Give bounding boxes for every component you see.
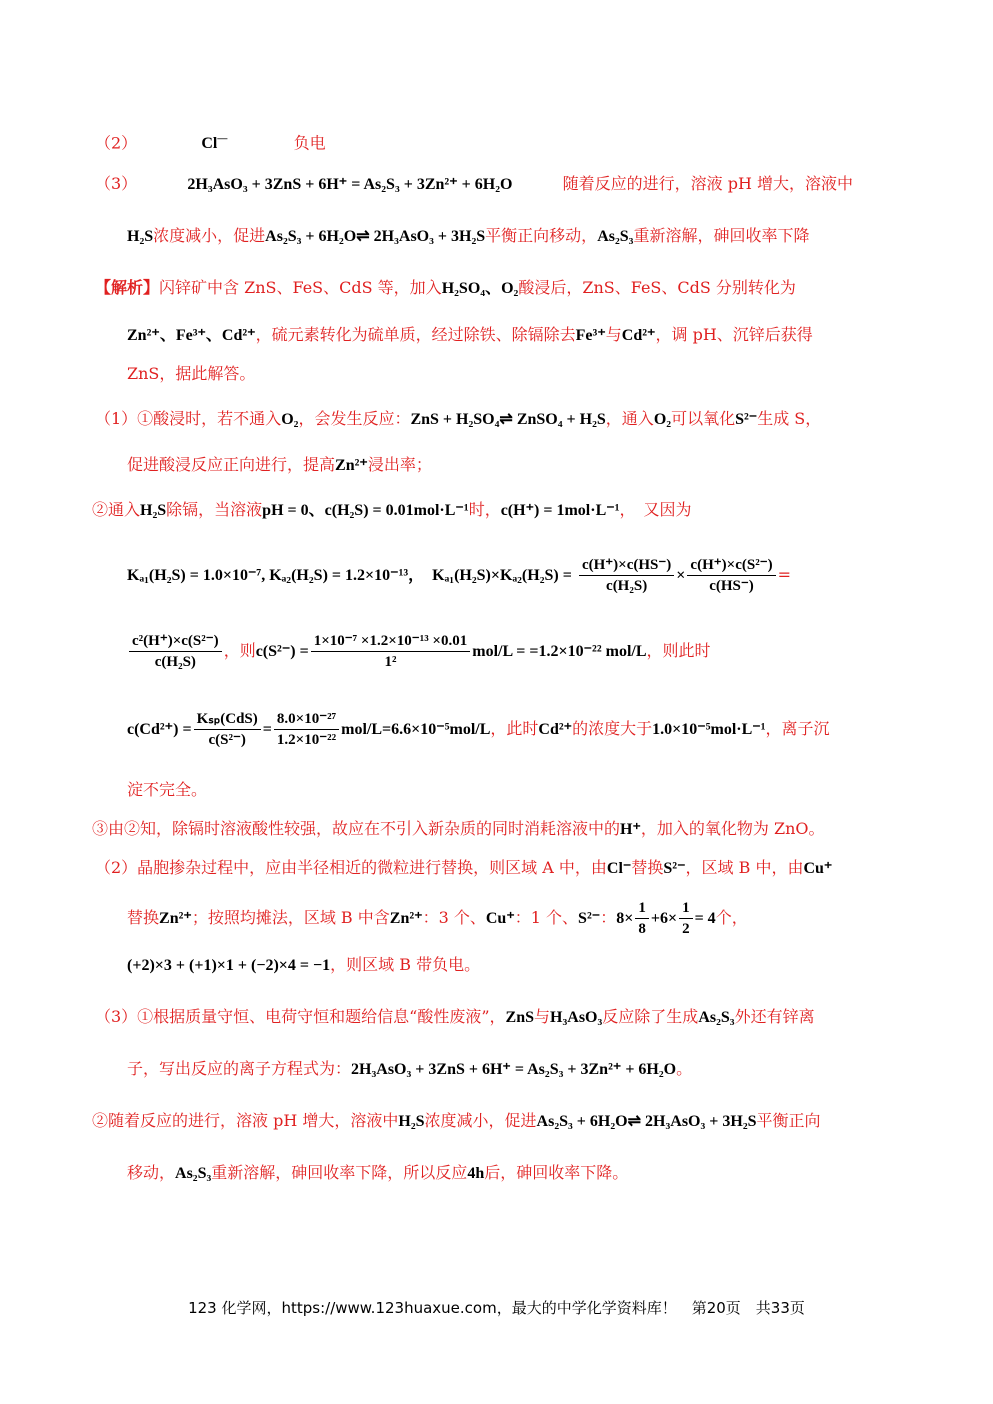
- q1-line2: [127, 453, 432, 478]
- q1-equation: ZnS + H₂SO₄⇌ ZnSO₄ + H₂S: [410, 411, 606, 428]
- q3-text3b: 浓度减小，促进: [424, 1111, 537, 1130]
- q3-line3: [92, 1109, 821, 1134]
- answer-3-number: （3）: [95, 174, 138, 193]
- answer-2-number: （2）: [95, 133, 138, 153]
- q3-equation: 2H₃AsO₃ + 3ZnS + 6H⁺ = As₂S₃ + 3Zn²⁺ + 6H₂O: [351, 1061, 677, 1078]
- q3-line1: [95, 1005, 815, 1030]
- q1-text3c: 时，: [468, 500, 501, 519]
- q1-ccd-result: mol/L=6.6×10⁻⁵mol/L: [341, 721, 491, 738]
- q1-line1: [95, 407, 821, 432]
- q1-text1b: ，会发生反应：: [298, 409, 411, 428]
- q1-text3a: ②通入: [92, 500, 141, 519]
- q1-ccd: c(Cd²⁺) =: [127, 721, 192, 738]
- q3-text3c: 平衡正向: [756, 1111, 821, 1130]
- q1-line3: [92, 498, 692, 523]
- q1-s2: S²⁻: [735, 411, 758, 428]
- answer-3-h2s: H₂S: [127, 228, 154, 245]
- q1-line7: [127, 778, 207, 802]
- q1-fraction-6: $\frac{\text{8.0×10⁻²⁷}}{\text{1.2×10⁻²²}}$: [274, 709, 339, 750]
- q1-o2b: O₂: [653, 411, 672, 428]
- q1-fraction-4: $\frac{\text{1×10⁻⁷ ×1.2×10⁻¹³ ×0.01}}{\text{1²}}$: [311, 631, 471, 672]
- q1-o2: O₂: [281, 411, 299, 428]
- answer-3-text2: 浓度减小，促进: [153, 226, 266, 245]
- answer-3-text4: 重新溶解，砷回收率下降: [633, 226, 810, 245]
- q3-as2s3: As₂S₃: [698, 1009, 735, 1026]
- q2-text1a: （2）晶胞掺杂过程中，应由半径相近的微粒进行替换，则区域 A 中，由: [95, 858, 607, 877]
- q3-text2a: 子，写出反应的离子方程式为：: [127, 1059, 352, 1078]
- q3-text1d: 外还有锌离: [734, 1007, 815, 1026]
- q3-text1c: 反应除了生成: [602, 1007, 699, 1026]
- page-footer: 123 化学网，https://www.123huaxue.com，最大的中学化学资料库！ 第20页 共33页: [188, 1299, 805, 1317]
- q2-cl: Cl⁻: [606, 860, 632, 877]
- q1-h-conc: c(H⁺) = 1mol·L⁻¹: [500, 502, 620, 519]
- q3-text4a: 移动，: [127, 1163, 176, 1182]
- q3-h3aso3: H₃AsO₃: [550, 1009, 603, 1026]
- q1-ccd-line: c(Cd²⁺) = $\frac{\text{Kₛₚ(CdS)}}{\text{c(S²⁻)}}$ = $\frac{\text{8.0×10⁻²⁷}}{\text{1.2×10⁻²²}}$ mol/L=6.6×10⁻⁵mol/L，此时Cd²⁺的浓度大于1.0×10⁻⁵mol·L⁻¹，离子沉: [127, 711, 830, 748]
- analysis-text1b: 酸浸后，ZnS、FeS、CdS 分别转化为: [518, 278, 796, 297]
- q3-as2s3b: As₂S₃: [175, 1165, 212, 1182]
- q2-text2d: ：1 个、: [514, 908, 579, 927]
- q3-text4b: 重新溶解，砷回收率下降，所以反应: [211, 1163, 468, 1182]
- q1-text6b: 的浓度大于: [572, 719, 653, 738]
- q1-fraction-5: $\frac{\text{Kₛₚ(CdS)}}{\text{c(S²⁻)}}$: [194, 709, 261, 750]
- q1-text5b: ，则此时: [646, 641, 711, 660]
- q1-cs: c(S²⁻) =: [255, 643, 309, 660]
- q1-k-equation: Kₐ₁(H₂S) = 1.0×10⁻⁷, Kₐ₂(H₂S) = 1.2×10⁻¹³， Kₐ₁(H₂S)×Kₐ₂(H₂S) =: [127, 567, 572, 584]
- analysis-ions: Zn²⁺、Fe³⁺、Cd²⁺: [127, 327, 256, 344]
- q1-h2s: H₂S: [140, 502, 167, 519]
- analysis-text2b: 与: [605, 325, 622, 344]
- q3-text3a: ②随着反应的进行，溶液 pH 增大，溶液中: [92, 1111, 399, 1130]
- q1-condition: pH = 0、c(H₂S) = 0.01mol·L⁻¹: [262, 502, 469, 519]
- q3-line2: [127, 1057, 692, 1082]
- q1-text1c: ，通入: [605, 409, 654, 428]
- q1-h-ion: H⁺: [620, 821, 641, 838]
- q1-text1e: 生成 S，: [757, 409, 822, 428]
- q2-cu2: Cu⁺: [485, 910, 515, 927]
- q1-fraction-3: $\frac{\text{c²(H⁺)×c(S²⁻)}}{\text{c(H₂S)}}$: [129, 631, 222, 672]
- q3-text2b: 。: [676, 1059, 693, 1078]
- q2-s2: S²⁻: [578, 910, 601, 927]
- q1-fraction-1: $\frac{c(H^+)\times c(HS^-)}{\text{c(H₂S)}}$: [579, 555, 674, 596]
- q2-text2f: 个，: [715, 908, 748, 927]
- analysis-text2: ，硫元素转化为硫单质，经过除铁、除镉除去: [255, 325, 576, 344]
- answer-3-text1: 随着反应的进行，溶液 pH 增大，溶液中: [562, 174, 854, 193]
- q2-text1c: ，区域 B 中，由: [685, 858, 804, 877]
- q3-zns: ZnS: [505, 1009, 535, 1026]
- q2-zn2: Zn²⁺: [389, 910, 423, 927]
- q3-line4: [127, 1161, 628, 1186]
- analysis-line3: [127, 362, 255, 386]
- q3-4h: 4h: [467, 1165, 485, 1182]
- q1-zn: Zn²⁺: [335, 457, 368, 474]
- analysis-line1: [95, 276, 796, 301]
- q1-limit: 1.0×10⁻⁵mol·L⁻¹: [652, 721, 766, 738]
- q1-text1a: （1）①酸浸时，若不通入: [95, 409, 282, 428]
- q1-text7: 淀不完全。: [127, 780, 208, 799]
- answer-3-equation: 2H₃AsO₃ + 3ZnS + 6H⁺ = As₂S₃ + 3Zn²⁺ + 6H₂O: [187, 176, 513, 193]
- q2-text3a: ，则区域 B 带负电。: [330, 955, 481, 974]
- q3-h2s: H₂S: [398, 1113, 425, 1130]
- q3-equilibrium: As₂S₃ + 6H₂O⇌ 2H₃AsO₃ + 3H₂S: [536, 1113, 757, 1130]
- q2-zn: Zn²⁺: [159, 910, 192, 927]
- q1-text8b: ，加入的氧化物为 ZnO。: [640, 819, 825, 838]
- q3-text1b: 与: [534, 1007, 551, 1026]
- q2-calc-c: = 4: [694, 910, 716, 927]
- q1-text5a: ，则: [223, 641, 256, 660]
- q1-text2b: 浸出率；: [367, 455, 432, 474]
- q2-s: S²⁻: [663, 860, 686, 877]
- analysis-fe-ion: Fe³⁺: [575, 327, 606, 344]
- q2-cu: Cu⁺: [803, 860, 833, 877]
- analysis-reagents: H₂SO₄、O₂: [441, 280, 519, 297]
- q2-calc-b: +6×: [650, 910, 678, 927]
- q1-text6c: ，离子沉: [765, 719, 830, 738]
- q2-calc-a: 8×: [616, 910, 634, 927]
- q2-text2b: ；按照均摊法，区域 B 中含: [191, 908, 390, 927]
- analysis-text3: ZnS，据此解答。: [127, 364, 256, 383]
- q2-fraction-b: $\frac{1}{2}$: [679, 898, 693, 939]
- q1-fraction-2: $\frac{\text{c(H⁺)×c(S²⁻)}}{c(HS^-)}$: [687, 555, 775, 596]
- q1-text1d: 可以氧化: [671, 409, 736, 428]
- analysis-tag: 【解析】: [95, 278, 160, 297]
- q1-text8a: ③由②知，除镉时溶液酸性较强，故应在不引入新杂质的同时消耗溶液中的: [92, 819, 621, 838]
- q2-line2: [127, 898, 748, 939]
- q1-text3b: 除镉，当溶液: [166, 500, 263, 519]
- q1-cs-result: mol/L = =1.2×10⁻²² mol/L: [472, 643, 647, 660]
- q1-equals: =: [777, 565, 792, 584]
- q2-charge-equation: (+2)×3 + (+1)×1 + (−2)×4 = −1: [127, 957, 331, 974]
- q1-line8: [92, 817, 825, 842]
- q2-text1b: 替换: [631, 858, 664, 877]
- q1-text3d: ， 又因为: [619, 500, 692, 519]
- q3-text1a: （3）①根据质量守恒、电荷守恒和题给信息“酸性废液”，: [95, 1007, 506, 1026]
- answer-3-line2: [127, 224, 809, 249]
- answer-2-charge: 负电: [293, 133, 326, 153]
- q1-cs-line: [127, 628, 711, 675]
- answer-2-ion: Cl—: [201, 134, 228, 153]
- q2-text2e: ：: [600, 908, 617, 927]
- answer-3-as2s3: As₂S₃: [597, 228, 634, 245]
- q2-text2c: ：3 个、: [422, 908, 486, 927]
- analysis-line2: [127, 323, 813, 348]
- answer-3-line1: [95, 172, 853, 197]
- q2-line3: [127, 953, 480, 978]
- q2-line1: [95, 856, 832, 881]
- q1-cd: Cd²⁺: [538, 721, 573, 738]
- q2-fraction-a: $\frac{1}{8}$: [635, 898, 649, 939]
- analysis-text1: 闪锌矿中含 ZnS、FeS、CdS 等，加入: [159, 278, 442, 297]
- q1-text2a: 促进酸浸反应正向进行，提高: [127, 455, 336, 474]
- q3-text4c: 后，砷回收率下降。: [484, 1163, 629, 1182]
- q2-text2a: 替换: [127, 908, 160, 927]
- answer-2-line: [95, 128, 326, 156]
- answer-3-equilibrium: As₂S₃ + 6H₂O⇌ 2H₃AsO₃ + 3H₂S: [265, 228, 486, 245]
- analysis-cd-ion: Cd²⁺: [621, 327, 656, 344]
- q1-k-line: [127, 552, 791, 599]
- analysis-text2c: ，调 pH、沉锌后获得: [655, 325, 813, 344]
- q1-times: ×: [676, 567, 686, 584]
- q1-text6a: ，此时: [490, 719, 539, 738]
- answer-3-text3: 平衡正向移动，: [485, 226, 598, 245]
